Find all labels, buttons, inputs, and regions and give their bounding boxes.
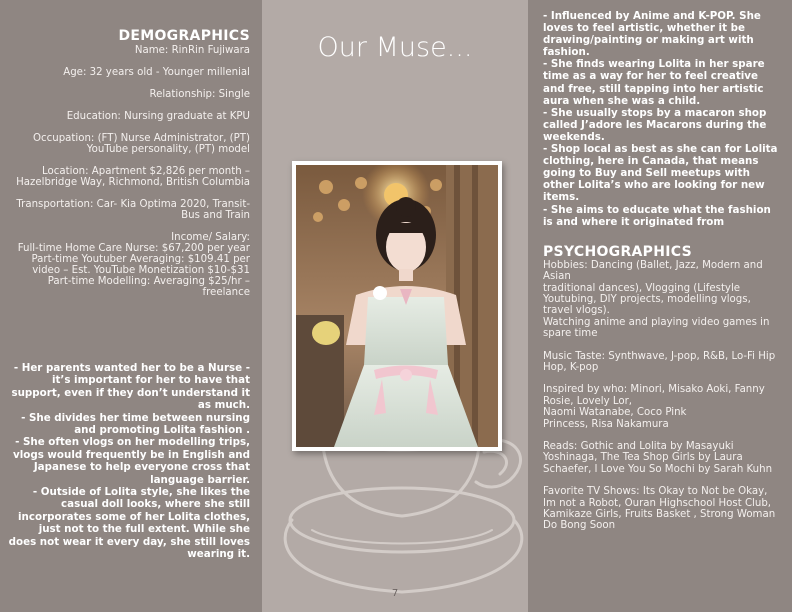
background-bullets <box>8 362 250 561</box>
bullet-educate: - She aims to educate what the fashion is and where it originated from <box>543 203 771 228</box>
muse-title: Our Muse... <box>317 32 473 63</box>
demographics-heading: DEMOGRAPHICS <box>118 28 250 44</box>
hobbies-line-1: Hobbies: Dancing (Ballet, Jazz, Modern and Asian <box>543 259 763 283</box>
demographic-age: Age: 32 years old - Younger millenial <box>63 67 250 78</box>
favorite-tv-shows: Favorite TV Shows: Its Okay to Not be Okay, Im not a Robot, Ouran Highschool Host Club, Kamikaze Girls, Fruits Basket , Strong Woman Do Bong Soon <box>543 486 776 532</box>
page-number: 7 <box>391 588 399 599</box>
psychographics-panel <box>528 0 792 612</box>
demographic-name: Name: RinRin Fujiwara <box>134 45 250 56</box>
income-modelling: Part-time Modelling: Averaging $25/hr – freelance <box>47 276 250 298</box>
demographic-location: Location: Apartment $2,826 per month – Hazelbridge Way, Richmond, British Columbia <box>16 166 250 188</box>
demographics-block <box>8 28 250 298</box>
psychographics-heading: PSYCHOGRAPHICS <box>543 243 692 260</box>
bullet-divides-time: - She divides her time between nursing and promoting Lolita fashion . <box>21 411 250 437</box>
bullet-vlogs: - She often vlogs on her modelling trips, vlogs would frequently be in English and Japanese to help everyone cross that language barrier. <box>13 436 250 486</box>
inspired-line-1: Inspired by who: Minori, Misako Aoki, Fanny Rosie, Lovely Lor, <box>543 384 765 407</box>
right-column <box>543 10 778 532</box>
muse-photo <box>296 165 498 447</box>
income-youtuber: Part-time Youtuber Averaging: $109.41 per video – Est. YouTube Monetization $10-$31 <box>31 254 250 276</box>
bullet-casual-style: - Outside of Lolita style, she likes the casual doll looks, where she still incorporates some of her Lolita clothes, just not to the full extent. While she does not wear it every day, she still loves wearing it. <box>8 486 250 561</box>
income-nurse: Full-time Home Care Nurse: $67,200 per year <box>17 243 250 254</box>
bullet-lolita-creative: - She finds wearing Lolita in her spare time as a way for her to feel creative and free, still tapping into her artistic aura when she was a child. <box>543 58 765 107</box>
bullet-shop-local: - Shop local as best as she can for Lolita clothing, here in Canada, that means going to Buy and Sell meetups with other Lolita’s who are looking for new items. <box>543 143 778 204</box>
inspired-line-3: Princess, Risa Nakamura <box>543 418 669 430</box>
income-heading: Income/ Salary: <box>171 232 250 243</box>
music-taste: Music Taste: Synthwave, J-pop, R&B, Lo-Fi Hip Hop, K-pop <box>543 350 776 373</box>
demographic-relationship: Relationship: Single <box>149 89 250 100</box>
reads: Reads: Gothic and Lolita by Masayuki Yoshinaga, The Tea Shop Girls by Laura Schaefer, I Love You So Mochi by Sarah Kuhn <box>543 440 773 475</box>
demographics-panel <box>0 0 262 612</box>
muse-photo-frame <box>292 161 502 451</box>
demographic-transportation: Transportation: Car- Kia Optima 2020, Transit- Bus and Train <box>16 199 250 221</box>
inspired-line-2: Naomi Watanabe, Coco Pink <box>543 407 687 419</box>
bullet-macaron-shop: - She usually stops by a macaron shop called J’adore les Macarons during the weekends. <box>543 106 767 143</box>
bullet-influences: - Influenced by Anime and K-POP. She loves to feel artistic, whether it be drawing/painting or making art with fashion. <box>543 10 761 59</box>
muse-panel <box>262 0 528 612</box>
bullet-parents: - Her parents wanted her to be a Nurse - it’s important for her to have that support, even if they don’t understand it as much. <box>11 362 250 412</box>
interest-bullets <box>543 10 778 228</box>
hobbies-line-3: Watching anime and playing video games in spare time <box>543 316 770 340</box>
demographic-education: Education: Nursing graduate at KPU <box>66 111 250 122</box>
hobbies-line-2: traditional dances), Vlogging (Lifestyle Youtubing, DIY projects, modelling vlogs, travel vlogs). <box>543 282 751 317</box>
demographic-occupation: Occupation: (FT) Nurse Administrator, (PT) YouTube personality, (PT) model <box>33 133 250 155</box>
